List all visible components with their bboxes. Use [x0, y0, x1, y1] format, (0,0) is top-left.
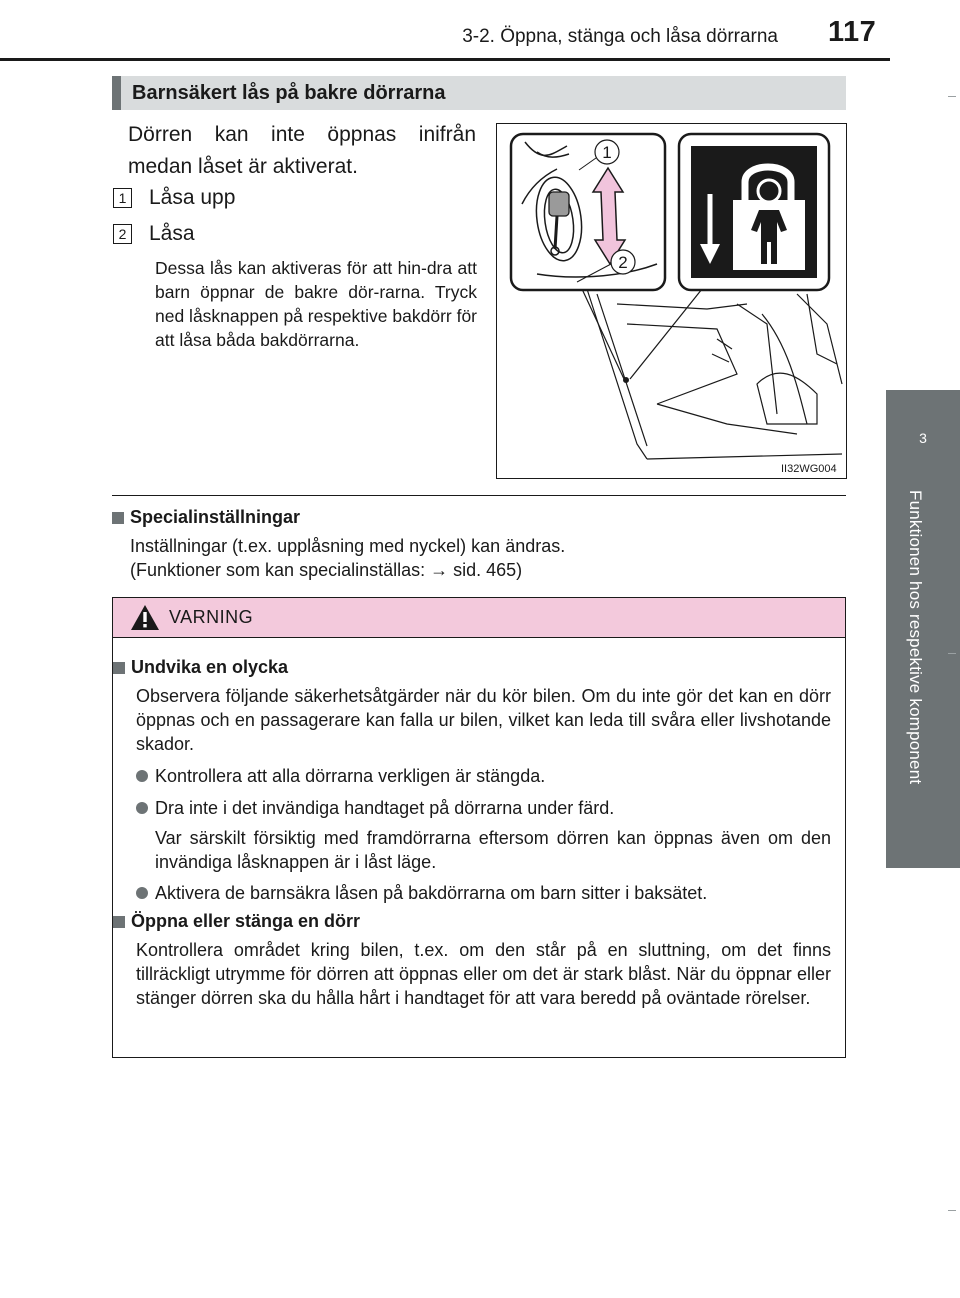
warning-bullet-continuation: Var särskilt försiktig med framdörrarna eftersom dörren kan öppnas även om den invändiga låsknappen är i låst läge.	[155, 828, 831, 872]
warning-header	[113, 598, 845, 638]
special-settings-body	[130, 534, 830, 582]
chapter-label: Funktionen hos respektive komponent	[906, 490, 925, 785]
warning-bullet-text: Dra inte i det invändiga handtaget på dörrarna under färd.	[155, 798, 615, 818]
warning-subheading-accident	[113, 657, 288, 678]
special-settings-heading	[112, 507, 300, 528]
warning-subheading-door	[113, 911, 360, 932]
warning-paragraph: Kontrollera området kring bilen, t.ex. om den står på en sluttning, om det finns tillräckligt utrymme för dörren att öppnas eller om det är stark blåst. När du öppnar eller stänger dörren ska du hålla hårt i handtaget för att vara beredd på oväntade rörelser.	[136, 940, 831, 1008]
header-rule	[0, 58, 890, 61]
special-settings-line-1: Inställningar (t.ex. upplåsning med nyckel) kan ändras.	[130, 536, 566, 556]
warning-paragraph: Observera följande säkerhetsåtgärder när du kör bilen. Om du inte gör det kan en dörr öppnas och en passagerare kan falla ur bilen, vilket kan leda till svåra eller livshotande skador.	[136, 686, 831, 754]
warning-bullet	[136, 764, 831, 788]
number-box: 2	[113, 224, 132, 244]
square-bullet-icon	[113, 916, 125, 928]
circle-bullet-icon	[136, 770, 148, 782]
number-box: 1	[113, 188, 132, 208]
warning-bullet-text: Aktivera de barnsäkra låsen på bakdörrarna om barn sitter i baksätet.	[155, 883, 708, 903]
intro-line-1: Dörren kan inte öppnas inifrån	[128, 123, 476, 146]
warning-bullet	[136, 796, 831, 820]
warning-box	[112, 597, 846, 1058]
numbered-item-unlock	[113, 186, 235, 210]
warning-label: VARNING	[169, 607, 254, 627]
square-bullet-icon	[113, 662, 125, 674]
numbered-item-label: Låsa upp	[149, 186, 236, 209]
warning-subheading-text: Öppna eller stänga en dörr	[131, 911, 361, 931]
margin-tick	[948, 1210, 956, 1211]
child-lock-illustration	[496, 123, 847, 479]
lock-lever	[549, 192, 569, 216]
section-separator	[112, 495, 846, 496]
door-lock-drawing	[497, 124, 848, 480]
running-header: 3-2. Öppna, stänga och låsa dörrarna	[462, 26, 778, 47]
lock-location-dot	[623, 377, 629, 383]
numbered-item-lock	[113, 222, 195, 246]
child-padlock-icon	[733, 167, 805, 270]
numbered-item-label: Låsa	[149, 222, 195, 245]
margin-tick	[948, 96, 956, 97]
callout-2-text: 2	[618, 253, 628, 272]
warning-bullet-text: Kontrollera att alla dörrarna verkligen är stängda.	[155, 766, 546, 786]
section-heading-text: Barnsäkert lås på bakre dörrarna	[132, 82, 446, 104]
chapter-side-tab	[886, 390, 960, 868]
intro-line-2: medan låset är aktiverat.	[128, 155, 358, 178]
figure-code: II32WG004	[781, 463, 837, 475]
special-settings-line-2: (Funktioner som kan specialinställas: → sid. 465)	[130, 560, 523, 580]
circle-bullet-icon	[136, 887, 148, 899]
section-heading	[112, 76, 846, 110]
special-settings-title: Specialinställningar	[130, 507, 301, 527]
warning-bullet	[136, 881, 831, 905]
chapter-number: 3	[919, 430, 927, 446]
page-number: 117	[828, 16, 877, 48]
circle-bullet-icon	[136, 802, 148, 814]
square-bullet-icon	[112, 512, 124, 524]
margin-tick	[948, 653, 956, 654]
callout-1-text: 1	[602, 143, 612, 162]
explanatory-note: Dessa lås kan aktiveras för att hin-dra att barn öppnar de bakre dör-rarna. Tryck ned låsknappen på respektive bakdörr för att låsa båda bakdörrarna.	[155, 258, 478, 350]
warning-triangle-icon	[130, 604, 160, 631]
warning-subheading-text: Undvika en olycka	[131, 657, 289, 677]
